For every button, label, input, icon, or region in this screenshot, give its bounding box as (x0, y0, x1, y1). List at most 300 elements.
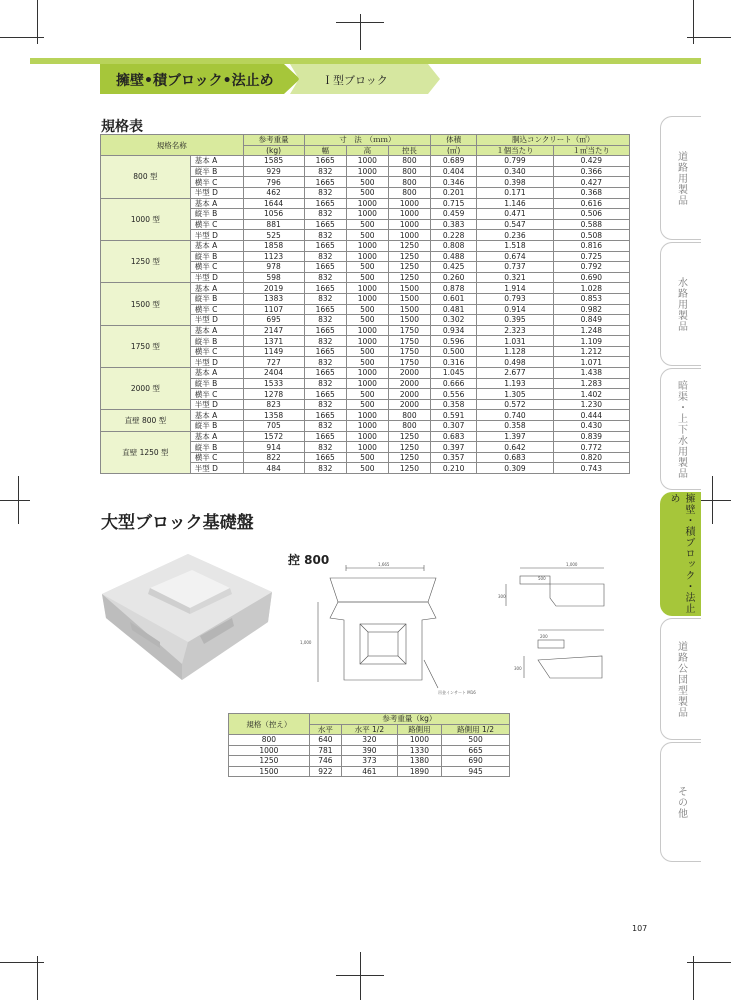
table-cell: 1.128 (477, 346, 553, 357)
row-type: 横半 C (190, 346, 243, 357)
dim-label: 300 (498, 594, 506, 599)
row-type: 基本 A (190, 283, 243, 294)
table-row (101, 368, 630, 379)
group-name: 1250 型 (101, 240, 191, 282)
table-cell: 0.914 (477, 304, 553, 315)
table-cell: 832 (304, 463, 346, 474)
table-cell: 832 (304, 230, 346, 241)
table-cell: 1500 (388, 293, 430, 304)
table-cell: 800 (388, 166, 430, 177)
table-cell: 2000 (388, 378, 430, 389)
table-cell: 1107 (243, 304, 304, 315)
crop-mark (701, 500, 731, 501)
col-per-unit: １個当たり (477, 145, 553, 156)
table-cell: 0.260 (431, 272, 477, 283)
table-cell: 1250 (388, 463, 430, 474)
tab-highway-products[interactable] (660, 618, 701, 740)
table-row (101, 410, 630, 421)
table-cell: 1665 (304, 156, 346, 167)
table-cell: 0.588 (553, 219, 629, 230)
banner-product: Ｉ型ブロック (322, 74, 388, 87)
table-cell: 1665 (304, 389, 346, 400)
table-cell: 0.642 (477, 442, 553, 453)
table-cell: 781 (309, 745, 341, 756)
table-cell: 2000 (388, 368, 430, 379)
tab-label: 道路公団型製品 (675, 640, 687, 718)
table-cell: 832 (304, 357, 346, 368)
group-name: 800 型 (101, 156, 191, 198)
table-cell: 0.236 (477, 230, 553, 241)
table-cell: 0.982 (553, 304, 629, 315)
table-cell: 800 (388, 421, 430, 432)
table-cell: 0.398 (477, 177, 553, 188)
crop-mark (336, 22, 384, 23)
col-depth: 控長 (388, 145, 430, 156)
weight-table-body (229, 735, 510, 777)
tab-culvert-products[interactable] (660, 368, 701, 490)
table-cell: 0.425 (431, 262, 477, 273)
table-cell: 832 (304, 187, 346, 198)
table-cell: 1.518 (477, 240, 553, 251)
table-cell: 1.028 (553, 283, 629, 294)
table-cell: 0.591 (431, 410, 477, 421)
row-type: 基本 A (190, 325, 243, 336)
weight-table (228, 713, 510, 777)
table-cell: 2000 (388, 399, 430, 410)
table-cell: 1890 (397, 766, 441, 777)
table-cell: 0.808 (431, 240, 477, 251)
table-cell: 1383 (243, 293, 304, 304)
crop-mark (0, 500, 30, 501)
table-cell: 914 (243, 442, 304, 453)
table-cell: 1.914 (477, 283, 553, 294)
table-cell: 2000 (388, 389, 430, 400)
table-cell: 0.444 (553, 410, 629, 421)
table-cell: 0.357 (431, 452, 477, 463)
table-cell: 832 (304, 209, 346, 220)
table-cell: 1330 (397, 745, 441, 756)
table-cell: 0.404 (431, 166, 477, 177)
table-cell: 1149 (243, 346, 304, 357)
row-type: 基本 A (190, 156, 243, 167)
col-width: 幅 (304, 145, 346, 156)
table-cell: 1000 (346, 251, 388, 262)
table-cell: 1665 (304, 177, 346, 188)
table-cell: 832 (304, 251, 346, 262)
table-cell: 0.816 (553, 240, 629, 251)
table-cell: 0.820 (553, 452, 629, 463)
table-cell: 1.283 (553, 378, 629, 389)
row-type: 横半 C (190, 389, 243, 400)
dim-label: 500 (538, 576, 546, 581)
table-cell: 500 (346, 272, 388, 283)
crop-mark (336, 975, 384, 976)
drawing-label: 控 800 (288, 553, 330, 567)
table-cell: 1500 (388, 304, 430, 315)
table-cell: 1.212 (553, 346, 629, 357)
table-cell: 1.045 (431, 368, 477, 379)
row-type: 縦半 B (190, 421, 243, 432)
row-type: 縦半 B (190, 166, 243, 177)
table-cell: 500 (346, 304, 388, 315)
table-cell: 832 (304, 399, 346, 410)
table-cell: 0.793 (477, 293, 553, 304)
table-cell: 500 (442, 735, 510, 746)
dim-label: 1,665 (378, 562, 390, 567)
spec-table-body (101, 156, 630, 474)
tab-waterway-products[interactable] (660, 242, 701, 366)
table-cell: 1000 (397, 735, 441, 746)
table-cell: 0.395 (477, 315, 553, 326)
table-cell: 665 (442, 745, 510, 756)
col-ref-weight: 参考重量（kg） (309, 714, 509, 725)
table-cell: 0.616 (553, 198, 629, 209)
table-cell: 0.201 (431, 187, 477, 198)
table-cell: 0.849 (553, 315, 629, 326)
table-cell: 1000 (346, 209, 388, 220)
table-cell: 1000 (346, 431, 388, 442)
table-cell: 320 (342, 735, 398, 746)
table-cell: 1380 (397, 756, 441, 767)
row-size: 1250 (229, 756, 310, 767)
table-cell: 0.666 (431, 378, 477, 389)
table-cell: 695 (243, 315, 304, 326)
table-cell: 1750 (388, 346, 430, 357)
table-row (101, 325, 630, 336)
table-cell: 0.725 (553, 251, 629, 262)
col-per-sqm: １㎡当たり (553, 145, 629, 156)
table-cell: 0.772 (553, 442, 629, 453)
dim-label: 200 (540, 634, 548, 639)
table-cell: 0.427 (553, 177, 629, 188)
table-cell: 1250 (388, 251, 430, 262)
col-volume-unit: (㎥) (431, 145, 477, 156)
tab-road-products[interactable] (660, 116, 701, 240)
table-row (101, 431, 630, 442)
table-cell: 1.031 (477, 336, 553, 347)
table-cell: 525 (243, 230, 304, 241)
table-cell: 0.878 (431, 283, 477, 294)
row-size: 1500 (229, 766, 310, 777)
table-cell: 1.146 (477, 198, 553, 209)
table-cell: 0.321 (477, 272, 553, 283)
table-cell: 922 (309, 766, 341, 777)
tab-retaining-wall[interactable] (660, 492, 701, 616)
group-name: 直壁 1250 型 (101, 431, 191, 473)
table-cell: 832 (304, 315, 346, 326)
table-cell: 0.358 (477, 421, 553, 432)
table-cell: 0.547 (477, 219, 553, 230)
table-cell: 0.366 (553, 166, 629, 177)
crop-mark (687, 962, 731, 963)
row-type: 基本 A (190, 198, 243, 209)
table-cell: 461 (342, 766, 398, 777)
table-cell: 0.383 (431, 219, 477, 230)
table-cell: 0.674 (477, 251, 553, 262)
row-type: 横半 C (190, 452, 243, 463)
table-cell: 0.792 (553, 262, 629, 273)
table-cell: 1000 (346, 293, 388, 304)
tab-label: 水路用製品 (675, 276, 687, 332)
table-cell: 823 (243, 399, 304, 410)
table-cell: 1.305 (477, 389, 553, 400)
banner-category: 擁壁•積ブロック•法止め (116, 73, 274, 89)
crop-mark (360, 14, 361, 50)
table-cell: 881 (243, 219, 304, 230)
row-type: 横半 C (190, 219, 243, 230)
table-cell: 746 (309, 756, 341, 767)
table-cell: 800 (388, 156, 430, 167)
table-cell: 0.572 (477, 399, 553, 410)
table-cell: 1371 (243, 336, 304, 347)
table-cell: 2.323 (477, 325, 553, 336)
spec-section-title: 規格表 (101, 119, 143, 135)
table-cell: 1250 (388, 272, 430, 283)
table-cell: 0.316 (431, 357, 477, 368)
table-cell: 1000 (346, 336, 388, 347)
table-cell: 1000 (388, 209, 430, 220)
table-cell: 1250 (388, 452, 430, 463)
table-cell: 0.210 (431, 463, 477, 474)
table-cell: 0.743 (553, 463, 629, 474)
table-cell: 462 (243, 187, 304, 198)
table-cell: 500 (346, 346, 388, 357)
table-cell: 1500 (388, 283, 430, 294)
table-cell: 832 (304, 293, 346, 304)
table-cell: 1056 (243, 209, 304, 220)
col-dimensions: 寸 法 （ｍｍ） (304, 135, 430, 146)
table-cell: 832 (304, 378, 346, 389)
row-type: 基本 A (190, 431, 243, 442)
table-cell: 0.853 (553, 293, 629, 304)
crop-mark (360, 952, 361, 1000)
table-cell: 500 (346, 187, 388, 198)
row-type: 横半 C (190, 304, 243, 315)
table-cell: 0.690 (553, 272, 629, 283)
col-concrete: 胴込コンクリート（㎥） (477, 135, 630, 146)
table-cell: 0.481 (431, 304, 477, 315)
table-cell: 1665 (304, 240, 346, 251)
table-cell: 500 (346, 219, 388, 230)
table-cell: 705 (243, 421, 304, 432)
table-cell: 1000 (346, 421, 388, 432)
table-cell: 1000 (346, 240, 388, 251)
table-cell: 1665 (304, 431, 346, 442)
table-cell: 1000 (346, 442, 388, 453)
row-type: 半型 D (190, 399, 243, 410)
base-section-title: 大型ブロック基礎盤 (101, 513, 254, 533)
table-cell: 0.358 (431, 399, 477, 410)
table-cell: 1665 (304, 304, 346, 315)
table-cell: 1665 (304, 198, 346, 209)
table-cell: 484 (243, 463, 304, 474)
tab-label: 暗渠・上下水用製品 (675, 379, 687, 479)
table-row (101, 283, 630, 294)
table-cell: 1500 (388, 315, 430, 326)
table-cell: 1.193 (477, 378, 553, 389)
table-cell: 500 (346, 463, 388, 474)
table-cell: 1250 (388, 442, 430, 453)
table-cell: 1533 (243, 378, 304, 389)
row-type: 縦半 B (190, 336, 243, 347)
table-cell: 1000 (346, 156, 388, 167)
base-block-photo (100, 552, 275, 682)
table-cell: 1858 (243, 240, 304, 251)
table-row (229, 735, 510, 746)
group-name: 1000 型 (101, 198, 191, 240)
row-type: 基本 A (190, 368, 243, 379)
table-cell: 1750 (388, 325, 430, 336)
table-cell: 0.601 (431, 293, 477, 304)
table-cell: 1572 (243, 431, 304, 442)
table-cell: 832 (304, 336, 346, 347)
table-cell: 1.230 (553, 399, 629, 410)
table-cell: 500 (346, 357, 388, 368)
table-cell: 1665 (304, 452, 346, 463)
row-type: 半型 D (190, 463, 243, 474)
table-row (101, 156, 630, 167)
table-cell: 0.459 (431, 209, 477, 220)
spec-table (100, 134, 630, 474)
tab-other[interactable] (660, 742, 701, 862)
table-cell: 0.683 (477, 452, 553, 463)
table-cell: 1000 (388, 219, 430, 230)
table-row (229, 766, 510, 777)
row-type: 縦半 B (190, 293, 243, 304)
table-cell: 2404 (243, 368, 304, 379)
table-cell: 978 (243, 262, 304, 273)
table-cell: 1.438 (553, 368, 629, 379)
table-cell: 1750 (388, 357, 430, 368)
table-cell: 796 (243, 177, 304, 188)
table-cell: 1000 (346, 283, 388, 294)
tab-label: 道路用製品 (675, 150, 687, 206)
table-cell: 500 (346, 177, 388, 188)
table-cell: 598 (243, 272, 304, 283)
table-cell: 2019 (243, 283, 304, 294)
table-cell: 945 (442, 766, 510, 777)
row-type: 半型 D (190, 315, 243, 326)
col-weight: 参考重量 (243, 135, 304, 146)
table-cell: 0.799 (477, 156, 553, 167)
dim-label: 1,000 (566, 562, 578, 567)
row-size: 800 (229, 735, 310, 746)
table-cell: 0.506 (553, 209, 629, 220)
table-cell: 1000 (346, 198, 388, 209)
table-cell: 690 (442, 756, 510, 767)
col-horizontal-half: 水平 1/2 (342, 724, 398, 735)
table-cell: 822 (243, 452, 304, 463)
table-cell: 0.740 (477, 410, 553, 421)
table-cell: 0.346 (431, 177, 477, 188)
table-cell: 1.071 (553, 357, 629, 368)
table-cell: 1.397 (477, 431, 553, 442)
table-cell: 1250 (388, 240, 430, 251)
table-cell: 500 (346, 230, 388, 241)
table-cell: 1250 (388, 431, 430, 442)
table-cell: 832 (304, 272, 346, 283)
technical-drawing (288, 560, 632, 700)
table-cell: 1278 (243, 389, 304, 400)
col-roadside-half: 路側用 1/2 (442, 724, 510, 735)
table-cell: 0.508 (553, 230, 629, 241)
col-roadside: 路側用 (397, 724, 441, 735)
table-cell: 500 (346, 262, 388, 273)
page-number: 107 (632, 924, 648, 933)
col-weight-unit: (kg) (243, 145, 304, 156)
table-cell: 1123 (243, 251, 304, 262)
table-row (101, 240, 630, 251)
table-cell: 1665 (304, 368, 346, 379)
table-cell: 1000 (346, 325, 388, 336)
row-type: 縦半 B (190, 251, 243, 262)
row-type: 横半 C (190, 262, 243, 273)
table-cell: 373 (342, 756, 398, 767)
table-cell: 0.171 (477, 187, 553, 198)
table-cell: 0.934 (431, 325, 477, 336)
table-cell: 0.429 (553, 156, 629, 167)
group-name: 1750 型 (101, 325, 191, 367)
table-cell: 1665 (304, 283, 346, 294)
tab-label: その他 (675, 785, 687, 819)
row-size: 1000 (229, 745, 310, 756)
table-cell: 0.471 (477, 209, 553, 220)
table-cell: 929 (243, 166, 304, 177)
crop-mark (0, 962, 44, 963)
table-cell: 500 (346, 315, 388, 326)
table-cell: 0.596 (431, 336, 477, 347)
col-name: 規格名称 (101, 135, 244, 156)
table-cell: 1000 (346, 166, 388, 177)
table-cell: 1000 (388, 198, 430, 209)
table-cell: 390 (342, 745, 398, 756)
col-volume: 体積 (431, 135, 477, 146)
crop-mark (0, 37, 44, 38)
table-cell: 500 (346, 389, 388, 400)
table-cell: 1665 (304, 219, 346, 230)
table-cell: 0.683 (431, 431, 477, 442)
table-cell: 1000 (346, 378, 388, 389)
table-cell: 1665 (304, 346, 346, 357)
table-cell: 1000 (346, 368, 388, 379)
dim-label: 300 (514, 666, 522, 671)
table-cell: 2.677 (477, 368, 553, 379)
row-type: 半型 D (190, 272, 243, 283)
table-cell: 832 (304, 166, 346, 177)
group-name: 直壁 800 型 (101, 410, 191, 431)
table-cell: 1358 (243, 410, 304, 421)
row-type: 半型 D (190, 357, 243, 368)
row-type: 基本 A (190, 240, 243, 251)
table-cell: 0.737 (477, 262, 553, 273)
group-name: 2000 型 (101, 368, 191, 410)
table-cell: 640 (309, 735, 341, 746)
table-cell: 1.109 (553, 336, 629, 347)
table-cell: 1000 (388, 230, 430, 241)
table-cell: 832 (304, 442, 346, 453)
table-cell: 0.839 (553, 431, 629, 442)
table-cell: 800 (388, 187, 430, 198)
table-cell: 0.498 (477, 357, 553, 368)
table-cell: 0.500 (431, 346, 477, 357)
table-cell: 1665 (304, 262, 346, 273)
table-cell: 1750 (388, 336, 430, 347)
table-cell: 1585 (243, 156, 304, 167)
table-cell: 1.248 (553, 325, 629, 336)
col-height: 高 (346, 145, 388, 156)
table-cell: 800 (388, 410, 430, 421)
table-cell: 0.368 (553, 187, 629, 198)
